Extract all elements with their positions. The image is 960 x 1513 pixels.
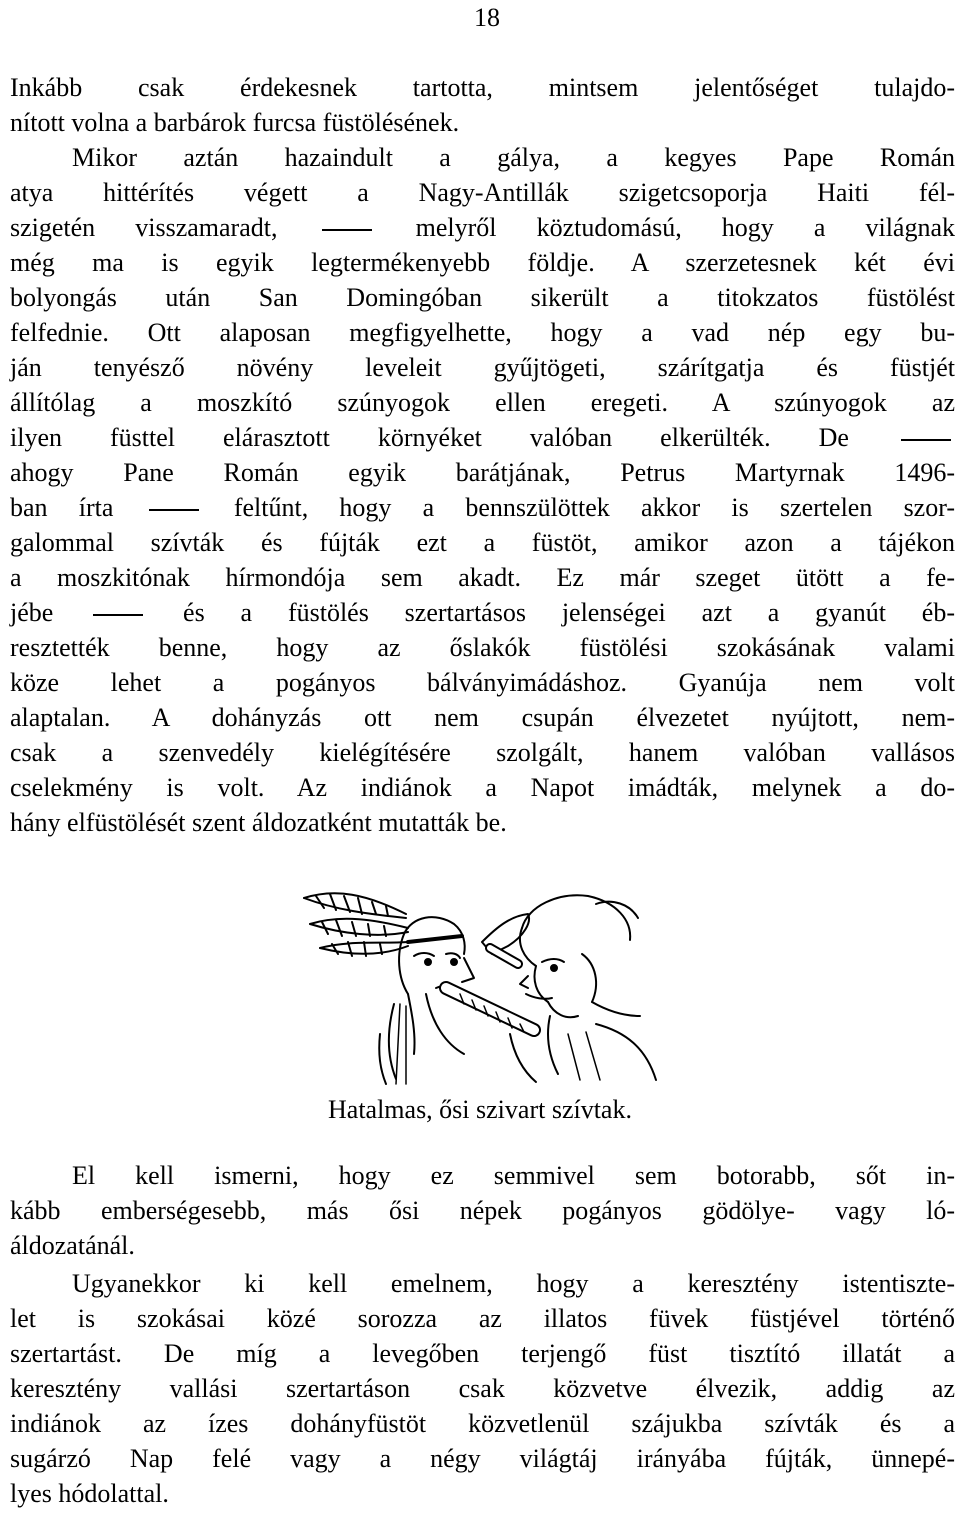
text-segment: szigetén visszamaradt,: [10, 213, 278, 242]
em-dash: [149, 509, 199, 511]
text-line: a moszkitónak hírmondója sem akadt. Ez már szeget ütött a fe-: [10, 563, 955, 592]
text-segment: jébe: [10, 598, 54, 627]
text-segment: melyről köztudomású, hogy a világnak: [415, 213, 955, 242]
text-line: köze lehet a pogányos bálványimádáshoz. Gyanúja nem volt: [10, 668, 955, 697]
paragraph-4: [10, 1266, 955, 1511]
text-line: alaptalan. A dohányzás ott nem csupán élvezetet nyújtott, nem-: [10, 703, 955, 732]
text-line: [10, 595, 955, 630]
text-segment: feltűnt, hogy a bennszülöttek akkor is szertelen szor-: [233, 493, 956, 522]
text-line: szertartást. De míg a levegőben terjengő füst tisztító illatát a: [10, 1339, 955, 1368]
text-segment: és a füstölés szertartásos jelenségei azt a gyanút éb-: [183, 598, 955, 627]
text-line: resztették benne, hogy az őslakók füstölési szokásának valami: [10, 633, 955, 662]
text-line: atya hittérítés végett a Nagy-Antillák szigetcsoporja Haiti fél-: [10, 178, 955, 207]
text-line: Inkább csak érdekesnek tartotta, mintsem jelentőséget tulajdo-: [10, 73, 955, 102]
text-line: indiánok az ízes dohányfüstöt közvetlenül szájukba szívták és a: [10, 1409, 955, 1438]
em-dash: [93, 614, 143, 616]
text-line: lyes hódolattal.: [10, 1479, 169, 1508]
text-line: ján tenyésző növény leveleit gyűjtögeti, szárítgatja és füstjét: [10, 353, 955, 382]
text-line: [10, 420, 955, 455]
text-line: El kell ismerni, hogy ez semmivel sem botorabb, sőt in-: [72, 1161, 955, 1190]
page-number: 18: [474, 3, 500, 32]
text-line: Mikor aztán hazaindult a gálya, a kegyes Pape Román: [72, 143, 955, 172]
text-line: áldozatánál.: [10, 1231, 135, 1260]
text-line: nított volna a barbárok furcsa füstölésének.: [10, 108, 460, 137]
text-line: felfednie. Ott alaposan megfigyelhette, hogy a vad nép egy bu-: [10, 318, 955, 347]
illustration-caption: Hatalmas, ősi szivart szívtak.: [328, 1095, 632, 1124]
text-line: bolyongás után San Domingóban sikerült a titokzatos füstölést: [10, 283, 955, 312]
text-segment: ban írta: [10, 493, 114, 522]
text-line: let is szokásai közé sorozza az illatos füvek füstjével történő: [10, 1304, 955, 1333]
text-line: Ugyanekkor ki kell emelnem, hogy a keresztény istentiszte-: [72, 1269, 955, 1298]
paragraph-1: [10, 70, 955, 140]
text-line: csak a szenvedély kielégítésére szolgált, hanem valóban vallásos: [10, 738, 955, 767]
paragraph-3: [10, 1158, 955, 1263]
text-line: sugárzó Nap felé vagy a négy világtáj irányába fújták, ünnepé-: [10, 1444, 955, 1473]
text-line: hány elfüstölését szent áldozatként mutatták be.: [10, 808, 507, 837]
paragraph-2: [10, 140, 955, 840]
text-segment: ilyen füsttel elárasztott környéket valóban elkerülték. De: [10, 423, 849, 452]
text-line: ahogy Pane Román egyik barátjának, Petrus Martyrnak 1496-: [10, 458, 955, 487]
em-dash: [901, 439, 951, 441]
text-line: keresztény vallási szertartáson csak közvetve élvezik, addig az: [10, 1374, 955, 1403]
text-line: [10, 490, 955, 525]
text-line: [10, 210, 955, 245]
text-line: kább emberségesebb, más ősi népek pogányos gödölye- vagy ló-: [10, 1196, 955, 1225]
two-men-smoking-cigar-illustration: [296, 884, 661, 1086]
text-line: cselekmény is volt. Az indiánok a Napot imádták, melynek a do-: [10, 773, 955, 802]
text-line: galommal szívták és fújták ezt a füstöt, amikor azon a tájékon: [10, 528, 955, 557]
text-line: még ma is egyik legtermékenyebb földje. A szerzetesnek két évi: [10, 248, 955, 277]
em-dash: [322, 229, 372, 231]
text-line: állítólag a moszkító szúnyogok ellen eregeti. A szúnyogok az: [10, 388, 955, 417]
